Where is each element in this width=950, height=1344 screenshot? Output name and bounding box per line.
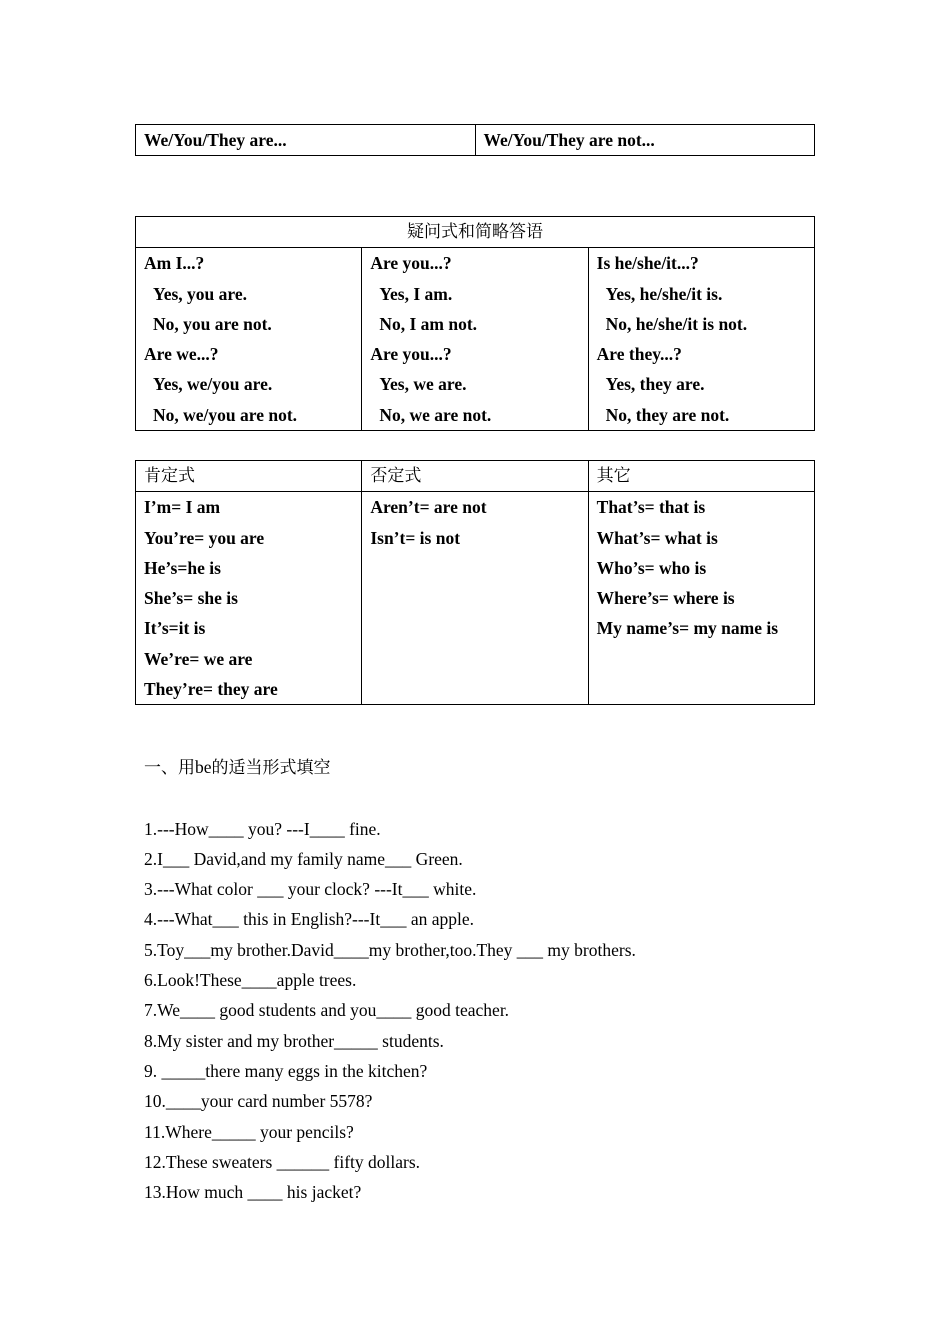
- answer-line: No, they are not.: [605, 404, 730, 425]
- contraction-line: They’re= they are: [144, 679, 278, 700]
- question-line: Are we...?: [144, 344, 219, 365]
- title-prefix: 一、用: [144, 758, 195, 778]
- table-row: [136, 125, 815, 156]
- question-line: Is he/she/it...?: [596, 253, 699, 274]
- table-row: [136, 492, 815, 705]
- exercise-section: [144, 752, 636, 1207]
- contraction-line: Aren’t= are not: [370, 497, 487, 518]
- exercise-question: 8.My sister and my brother_____ students.: [144, 1030, 444, 1051]
- answer-line: No, we/you are not.: [153, 404, 298, 425]
- header-negative: 否定式: [362, 461, 588, 492]
- exercise-question: 13.How much ____ his jacket?: [144, 1182, 362, 1203]
- question-line: Are they...?: [596, 344, 682, 365]
- question-line: Are you...?: [370, 344, 452, 365]
- question-line: Are you...?: [370, 253, 452, 274]
- table-cell: [136, 492, 362, 705]
- table-header-row: [136, 461, 815, 492]
- header-other: 其它: [588, 461, 814, 492]
- table-header-row: [136, 217, 815, 248]
- exercise-question: 9. _____there many eggs in the kitchen?: [144, 1060, 428, 1081]
- table-row: [136, 248, 815, 431]
- answer-line: Yes, he/she/it is.: [605, 283, 723, 304]
- exercise-question: 2.I___ David,and my family name___ Green.: [144, 848, 463, 869]
- table-cell: [588, 492, 814, 705]
- contraction-line: She’s= she is: [144, 588, 238, 609]
- contraction-line: He’s=he is: [144, 557, 221, 578]
- answer-line: No, we are not.: [379, 404, 492, 425]
- answer-line: Yes, they are.: [605, 374, 705, 395]
- contraction-line: You’re= you are: [144, 527, 265, 548]
- answer-line: Yes, we are.: [379, 374, 467, 395]
- contraction-line: I’m= I am: [144, 497, 221, 518]
- table-contractions: [135, 460, 815, 705]
- contraction-line: Who’s= who is: [596, 557, 707, 578]
- contraction-line: Isn’t= is not: [370, 527, 461, 548]
- table-header: 疑问式和简略答语: [136, 217, 815, 248]
- contraction-line: We’re= we are: [144, 648, 253, 669]
- contraction-line: What’s= what is: [596, 527, 718, 548]
- title-suffix: 的适当形式填空: [211, 758, 331, 778]
- title-be: be: [195, 757, 212, 777]
- contraction-line: That’s= that is: [596, 497, 706, 518]
- answer-line: Yes, we/you are.: [153, 374, 273, 395]
- answer-line: No, he/she/it is not.: [605, 313, 748, 334]
- exercise-question: 4.---What___ this in English?---It___ an apple.: [144, 909, 474, 930]
- exercise-question: 12.These sweaters ______ fifty dollars.: [144, 1151, 421, 1172]
- answer-line: Yes, I am.: [379, 283, 453, 304]
- table-plural-forms: [135, 124, 815, 156]
- header-affirmative: 肯定式: [136, 461, 362, 492]
- exercise-question: 5.Toy___my brother.David____my brother,too.They ___ my brothers.: [144, 939, 636, 960]
- table-cell: [588, 248, 814, 431]
- contraction-line: Where’s= where is: [596, 588, 735, 609]
- exercise-question: 6.Look!These____apple trees.: [144, 970, 357, 991]
- answer-line: No, I am not.: [379, 313, 478, 334]
- table-cell: [362, 492, 588, 705]
- exercise-question: 11.Where_____ your pencils?: [144, 1121, 354, 1142]
- answer-line: No, you are not.: [153, 313, 272, 334]
- exercise-title: [144, 752, 636, 783]
- exercise-question: 3.---What color ___ your clock? ---It___ white.: [144, 879, 477, 900]
- table-cell: We/You/They are...: [136, 125, 476, 156]
- exercise-question: 7.We____ good students and you____ good teacher.: [144, 1000, 510, 1021]
- exercise-question: 10.____your card number 5578?: [144, 1091, 373, 1112]
- contraction-line: My name’s= my name is: [596, 618, 779, 639]
- table-cell: [136, 248, 362, 431]
- table-questions-answers: [135, 216, 815, 431]
- contraction-line: It’s=it is: [144, 618, 206, 639]
- exercise-question: 1.---How____ you? ---I____ fine.: [144, 818, 381, 839]
- question-line: Am I...?: [144, 253, 205, 274]
- table-cell: We/You/They are not...: [475, 125, 815, 156]
- table-cell: [362, 248, 588, 431]
- answer-line: Yes, you are.: [153, 283, 247, 304]
